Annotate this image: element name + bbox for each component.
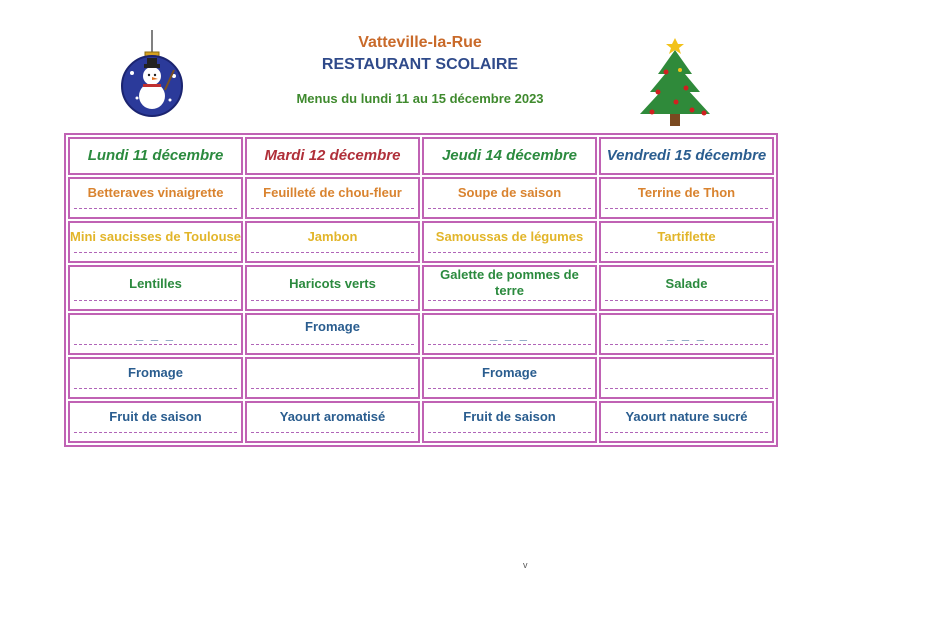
menu-cell: Fruit de saison	[422, 401, 597, 443]
menu-cell: Soupe de saison	[422, 177, 597, 219]
day-header: Vendredi 15 décembre	[599, 137, 774, 175]
extra-cheese-row	[68, 357, 774, 399]
menu-cell: Salade	[599, 265, 774, 311]
menu-cell: Yaourt aromatisé	[245, 401, 420, 443]
menu-dates: Menus du lundi 11 au 15 décembre 2023	[296, 91, 544, 106]
side-dish-row	[68, 265, 774, 311]
day-header-row	[68, 137, 774, 175]
menu-cell: Jambon	[245, 221, 420, 263]
starter-row	[68, 177, 774, 219]
menu-cell: _ _ _	[68, 313, 243, 355]
menu-cell: Feuilleté de chou-fleur	[245, 177, 420, 219]
day-header: Lundi 11 décembre	[68, 137, 243, 175]
dessert-row	[68, 401, 774, 443]
menu-cell	[599, 357, 774, 399]
menu-cell: Tartiflette	[599, 221, 774, 263]
menu-cell: Fruit de saison	[68, 401, 243, 443]
menu-cell: Galette de pommes de terre	[422, 265, 597, 311]
weekly-menu-table	[64, 133, 778, 447]
scan-mark: v	[523, 560, 528, 570]
menu-cell: Fromage	[422, 357, 597, 399]
menu-cell: _ _ _	[422, 313, 597, 355]
menu-cell: Terrine de Thon	[599, 177, 774, 219]
page-header	[0, 0, 930, 130]
menu-cell: Yaourt nature sucré	[599, 401, 774, 443]
main-dish-row	[68, 221, 774, 263]
menu-cell: Mini saucisses de Toulouse	[68, 221, 243, 263]
menu-cell: _ _ _	[599, 313, 774, 355]
menu-cell: Samoussas de légumes	[422, 221, 597, 263]
menu-cell: Haricots verts	[245, 265, 420, 311]
day-header: Jeudi 14 décembre	[422, 137, 597, 175]
day-header: Mardi 12 décembre	[245, 137, 420, 175]
page-title: RESTAURANT SCOLAIRE	[321, 56, 519, 73]
christmas-tree-icon	[630, 30, 720, 130]
menu-cell: Fromage	[245, 313, 420, 355]
menu-cell	[245, 357, 420, 399]
menu-cell: Fromage	[68, 357, 243, 399]
menu-cell: Lentilles	[68, 265, 243, 311]
menu-cell: Betteraves vinaigrette	[68, 177, 243, 219]
cheese-row	[68, 313, 774, 355]
town-name: Vatteville-la-Rue	[358, 34, 482, 51]
